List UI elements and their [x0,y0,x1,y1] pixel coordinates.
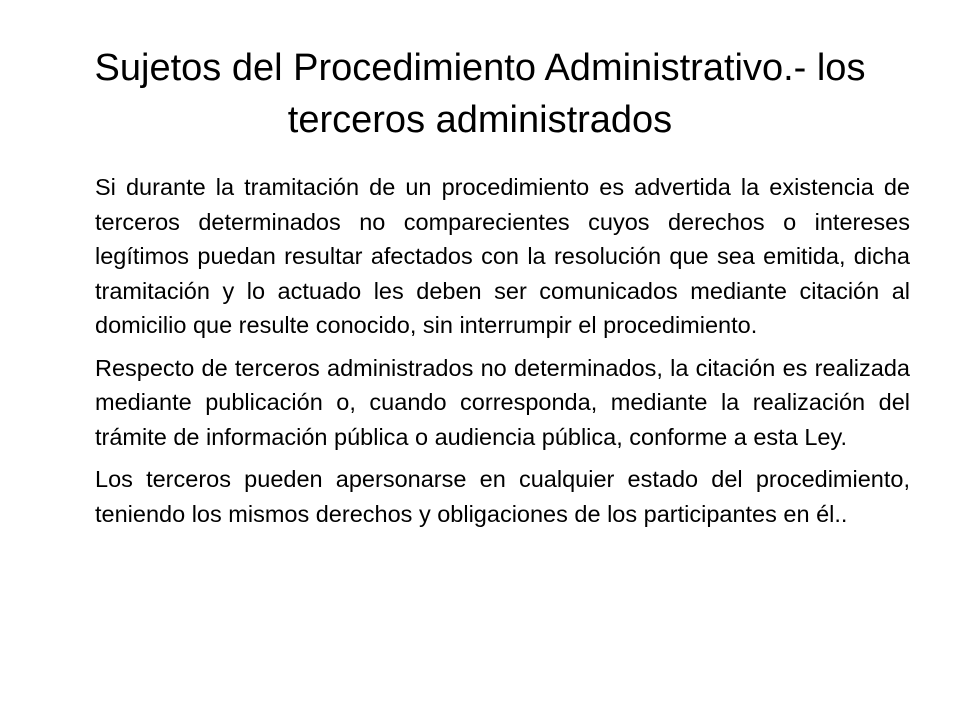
body-paragraph-1: Si durante la tramitación de un procedimiento es advertida la existencia de terceros determinados no comparecientes cuyos derechos o intereses legítimos puedan resultar afectados con la resolución que sea emitida, dicha tramitación y lo actuado les deben ser comunicados mediante citación al domicilio que resulte conocido, sin interrumpir el procedimiento. [95,174,910,338]
slide-title: Sujetos del Procedimiento Administrativo.- los terceros administrados [94,47,866,141]
body-paragraph-2: Respecto de terceros administrados no determinados, la citación es realizada mediante publicación o, cuando corresponda, mediante la realización del trámite de información pública o audiencia pública, conforme a esta Ley. [95,354,910,450]
slide-body [95,170,910,539]
body-paragraph-3: Los terceros pueden apersonarse en cualquier estado del procedimiento, teniendo los mismos derechos y obligaciones de los participantes en él.. [95,466,910,527]
